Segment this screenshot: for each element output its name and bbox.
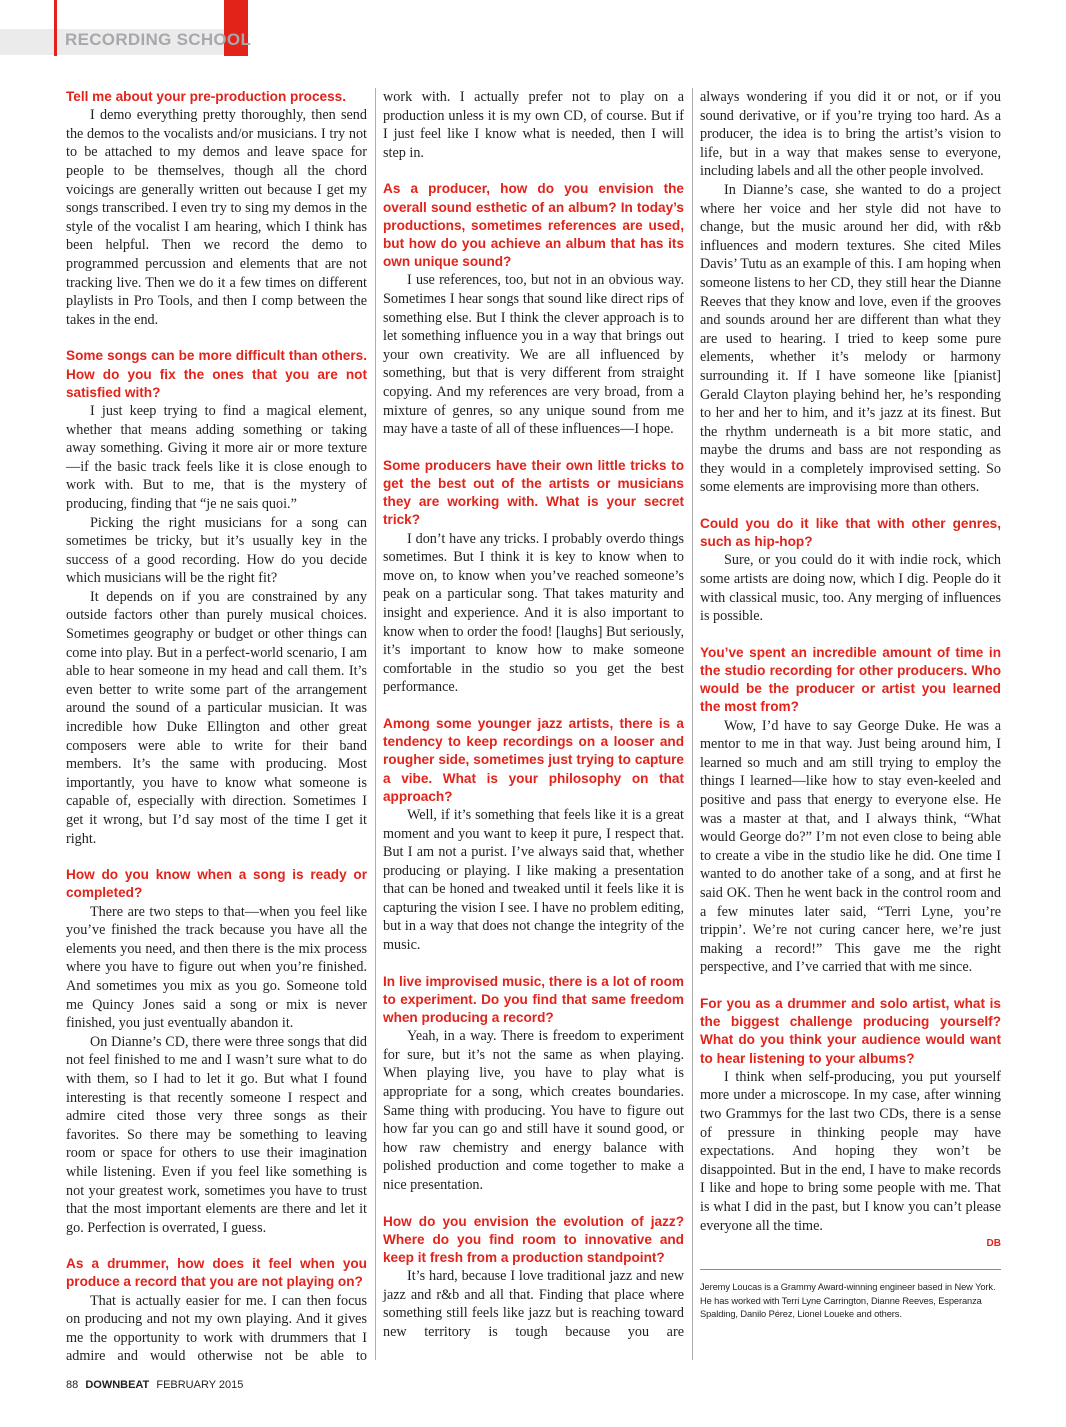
answer-paragraph: Yeah, in a way. There is freedom to experiment for sure, but it’s not the same as when playing. When playing live, you have to play what is appropriate for a song, which creates boundaries. Same thing with producing. You have to figure out how far you can go and still have it sound good, or how raw chemistry and energy balance with polished production and come together to make a nice presentation. [383, 1028, 684, 1194]
end-mark: DB [986, 1238, 1001, 1250]
interview-question: As a producer, how do you envision the overall sound esthetic of an album? In today’s productions, sometimes references are used, but how do you achieve an album that has its own unique sound? [383, 181, 684, 270]
answer-paragraph: I don’t have any tricks. I probably overdo things sometimes. But I think it is key to know when to move on, to know when you’ve reached someone’s peak on a particular song. That takes maturity and insight and experience. And it is also important to know when to order the food! [laughs] But seriously, it’s important to know how to make someone comfortable in the studio so you get the best performance. [383, 530, 684, 696]
answer-paragraph: always wondering if you did it or not, or if you sound derivative, or if you’re trying too hard. As a producer, the idea is to bring the artist’s vision to life, but in a way that makes sense to everyone, including labels and all the other people involved. [700, 89, 1001, 180]
interview-question: Tell me about your pre-production process. [66, 89, 346, 104]
article-column-1 [66, 88, 367, 1366]
article-column-3 [700, 88, 1001, 1321]
column-end [700, 1269, 1001, 1321]
page-footer [66, 1379, 243, 1391]
answer-paragraph: Well, if it’s something that feels like it is a great moment and you want to keep it pure, I respect that. But I am not a purist. I’ve always said that, whether producing or playing. I like making a presentation that can be honed and tweaked until it feels like it is capturing the vision I see. I have no problem editing, but in a way that does not change the integrity of the music. [383, 806, 684, 954]
interview-question: How do you envision the evolution of jazz? Where do you find room to innovative and keep it fresh from a production standpoint? [383, 1213, 684, 1266]
interview-question: For you as a drummer and solo artist, what is the biggest challenge producing yourself? What do you think your audience would want to hear listening to your albums? [700, 995, 1001, 1066]
answer-paragraph: Picking the right musicians for a song can sometimes be tricky, but it’s usually key in the success of a good recording. How do you decide which musicians will be the right fit? [66, 514, 367, 587]
answer-paragraph: On Dianne’s CD, there were three songs that did not feel finished to me and I wasn’t sure what to do with them, so I had to let it go. But what I found interesting is that recently someone I respect and admire cited those very three songs as their favorites. So there may be something to leaving room or space for others to use their imagination while listening. Even if you feel like something is not your greatest work, sometimes you have to trust that the most important elements are there and let it go. Perfection is overrated, I guess. [66, 1033, 367, 1236]
answer-paragraph: In Dianne’s case, she wanted to do a project where her voice and her style did not have to change, but the music around her did, with r&b influences and modern textures. She cited Miles Davis’ Tutu as an example of this. I am hoping when someone listens to her CD, they still hear the Dianne Reeves that they know and love, even if the grooves and sounds around her are different than what they are used to hearing. I tried to keep some pure elements, whether it’s melody or harmony surrounding it. If I have someone like [pianist] Gerald Clayton playing behind her, he’s responding to her and her to him, and it’s jazz at its finest. But the rhythm underneath is a bit more static, and maybe the drums and bass are not responding as they would in a completely improvised setting. So some elements are improvising more than others. [700, 181, 1001, 496]
answer-paragraph: It’s hard, because I love traditional jazz and new jazz and r&b and all that. Finding that place where something still feels like jazz but is reaching toward new territory is tough because you are [383, 1268, 684, 1340]
column-divider [375, 88, 376, 1360]
answer-paragraph: I just keep trying to find a magical element, whether that means adding something or taking away something. Giving it more air or more texture—if the basic track feels like it is close enough to work with. But to me, that is the mystery of producing, finding that “je ne sais quoi.” [66, 402, 367, 512]
interview-question: Some producers have their own little tricks to get the best out of the artists or musicians they are working with. What is your secret trick? [383, 457, 684, 528]
answer-paragraph: There are two steps to that—when you feel like you’ve finished the track because you have all the elements you need, and then there is the mix process where you have to figure out when you’re finished. And sometimes you mix as you go. Someone told me Quincy Jones said a song or mix is never finished, you just eventually abandon it. [66, 903, 367, 1032]
answer-paragraph: Sure, or you could do it with indie rock, which some artists are doing now, which I dig. People do it with classical music, too. Any merging of influences is possible. [700, 552, 1001, 625]
article-column-2 [383, 88, 684, 1342]
interview-question: How do you know when a song is ready or completed? [66, 867, 367, 901]
column-divider [692, 88, 693, 1360]
magazine-name: DOWNBEAT [85, 1379, 150, 1391]
answer-paragraph: That is actually easier for me. I can then focus on producing and not my own playing. And it gives me the opportunity to work with drummers that I admire and would otherwise not be able to [66, 1292, 367, 1365]
interview-question: As a drummer, how does it feel when you produce a record that you are not playing on? [66, 1256, 367, 1290]
section-title: RECORDING SCHOOL [65, 30, 252, 49]
bio-divider [700, 1269, 1001, 1270]
interview-question: Some songs can be more difficult than others. How do you fix the ones that you are not satisfied with? [66, 348, 367, 400]
answer-paragraph: I demo everything pretty thoroughly, then send the demos to the vocalists and/or musicians. I try not to be attached to my demos and leave space for people to be themselves, though all the chord voicings are generally written out because I get my songs transcribed. I even try to sing my demos in the style of the vocalist I am hearing, which I think has been helpful. Then we record the demo to programmed percussion and elements that are not tracking live. Then we do it a few times on different playlists in Pro Tools, and then I comp between the takes in the end. [66, 107, 367, 328]
answer-paragraph: It depends on if you are constrained by any outside factors other than purely musical choices. Sometimes geography or budget or other things can come into play. But in a perfect-world scenario, I am able to hear someone in my head and call them. It’s even better to write some part of the arrangement around the sound of a particular musician. It was incredible how Duke Ellington and other great composers were able to write for their band members. It’s the same with producing. Most importantly, you have to know what someone is capable of, especially with direction. Sometimes I get it wrong, but I’d say most of the time I get it right. [66, 588, 367, 847]
answer-paragraph: work with. I actually prefer not to play on a production unless it is my own CD, of course. But if I just feel like I know what is needed, then I will step in. [383, 89, 684, 161]
interview-question: Among some younger jazz artists, there is a tendency to keep recordings on a looser and rougher side, sometimes just trying to capture a vibe. What is your philosophy on that approach? [383, 715, 684, 804]
answer-paragraph: I think when self-producing, you put yourself more under a microscope. In my case, after winning two Grammys for the last two CDs, there is a sense of pressure in thinking people may have expectations. And hoping they won’t be disappointed. But in the end, I have to make records I like and hope to bring some people with me. That is what I did in the past, but I know you can’t please everyone all the time. [700, 1068, 1001, 1234]
interview-question: You’ve spent an incredible amount of time in the studio recording for other producers. Who would be the producer or artist you learned the most from? [700, 644, 1001, 715]
interview-question: In live improvised music, there is a lot of room to experiment. Do you find that same freedom when producing a record? [383, 973, 684, 1026]
answer-paragraph: Wow, I’d have to say George Duke. He was a mentor to me in that way. Just being around him, I learned so much and am still trying to employ the things I learned—like how to stay even-keeled and positive and pass that energy to everyone else. He was a master at that, and I always think, “What would George do?” I’m not even close to being able to create a vibe in the studio like he did. One time I wanted to do another take of a song, and at first he said OK. Then he went back in the control room and a few minutes later said, “Terri Lyne, you’re trippin’. We’re not curing cancer here, we’re just making a record!” This gave me the right perspective, and I’ve carried that with me since. [700, 717, 1001, 976]
answer-paragraph: I use references, too, but not in an obvious way. Sometimes I hear songs that sound like direct rips of something else. But I think the clever approach is to let something influence you in a way that brings out your own creativity. We are all influenced by something, but that is very different from straight copying. And my references are very broad, from a mixture of genres, so any unique sound from me may have a taste of all of these influences—I hope. [383, 272, 684, 438]
interview-question: Could you do it like that with other genres, such as hip-hop? [700, 516, 1001, 550]
author-bio: Jeremy Loucas is a Grammy Award-winning engineer based in New York. He has worked with Terri Lyne Carrington, Dianne Reeves, Esperanza Spalding, Danilo Pérez, Lionel Loueke and others. [700, 1282, 996, 1319]
page-number: 88 [66, 1379, 79, 1391]
issue-date: FEBRUARY 2015 [156, 1379, 244, 1391]
header-red-rule [54, 0, 57, 56]
